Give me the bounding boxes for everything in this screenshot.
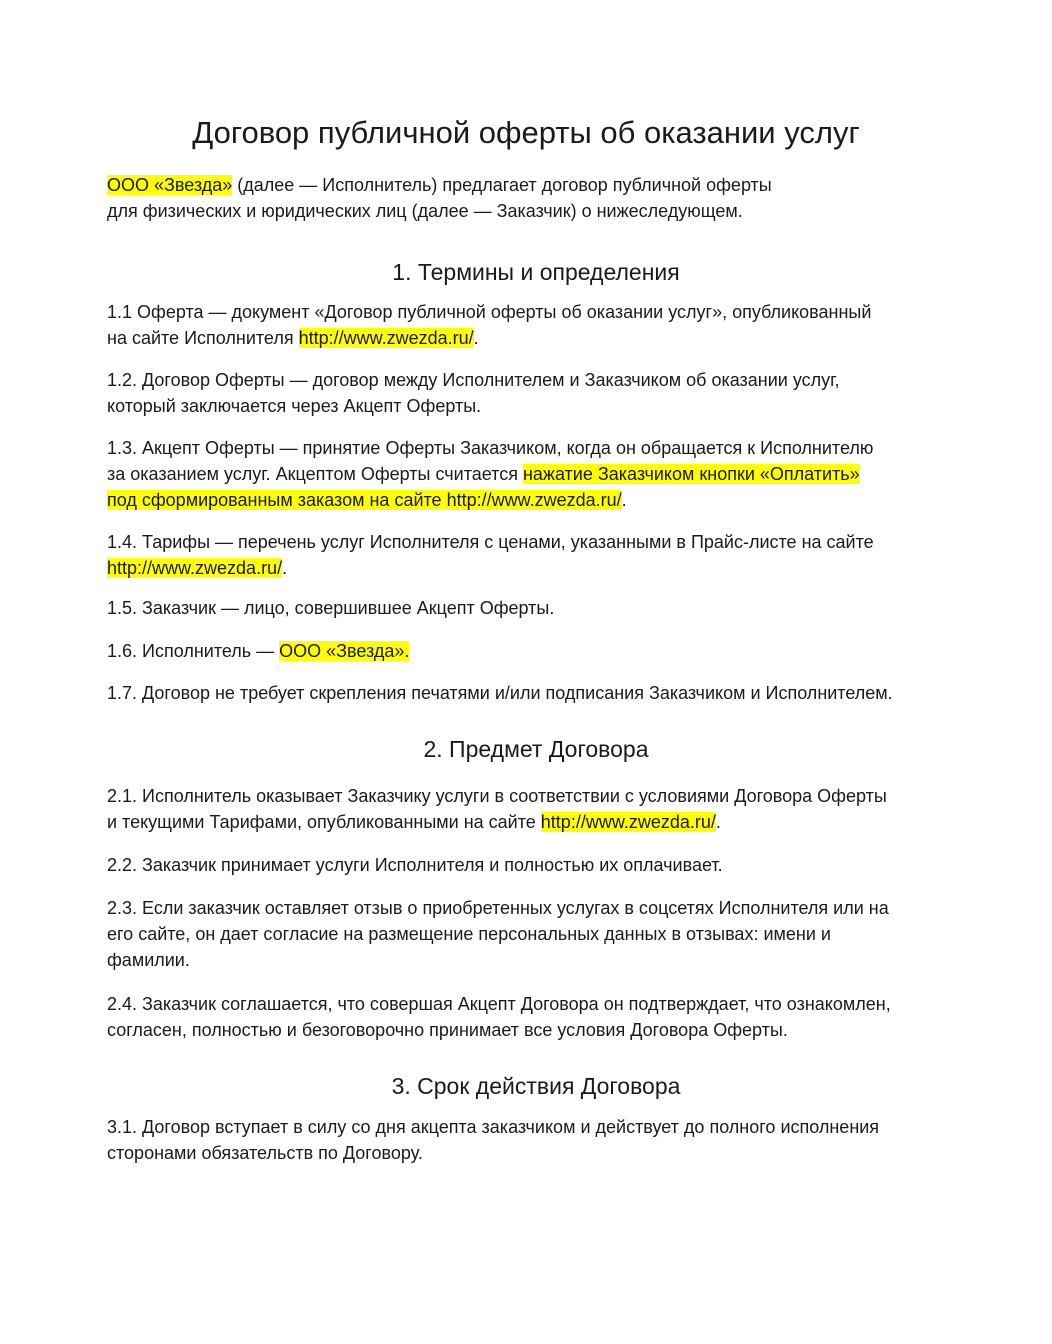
clause-1-6: [107, 638, 987, 664]
clause-2-1-end: .: [715, 812, 721, 832]
clause-1-1: [107, 299, 987, 351]
intro-line1-text: (далее — Исполнитель) предлагает договор публичной оферты: [232, 175, 772, 195]
section2-heading: 2. Предмет Договора: [423, 736, 649, 762]
clause-1-3-end: .: [621, 490, 627, 510]
clause-1-1-line2: на сайте Исполнителя: [107, 328, 299, 348]
clause-1-3-line2: за оказанием услуг. Акцептом Оферты считается: [107, 464, 523, 484]
clause-1-7: 1.7. Договор не требует скрепления печатями и/или подписания Заказчиком и Исполнителем.: [107, 683, 893, 703]
clause-2-4: [107, 991, 987, 1043]
clause-1-4-line1: 1.4. Тарифы — перечень услуг Исполнителя с ценами, указанными в Прайс-листе на сайте: [107, 532, 874, 552]
clause-1-5: 1.5. Заказчик — лицо, совершившее Акцепт Оферты.: [107, 598, 555, 618]
section3-heading: 3. Срок действия Договора: [391, 1073, 681, 1099]
clause-1-3: [107, 435, 987, 513]
clause-1-2-line2: который заключается через Акцепт Оферты.: [107, 396, 482, 416]
clause-2-2: 2.2. Заказчик принимает услуги Исполнителя и полностью их оплачивает.: [107, 855, 723, 875]
intro-line2-text: для физических и юридических лиц (далее — Заказчик) о нижеследующем.: [107, 201, 743, 221]
clause-3-1-line2: сторонами обязательств по Договору.: [107, 1143, 423, 1163]
clause-2-4-line2: согласен, полностью и безоговорочно принимает все условия Договора Оферты.: [107, 1020, 788, 1040]
site-link[interactable]: http://www.zwezda.ru/: [540, 812, 716, 832]
clause-1-3-highlight-b: под сформированным заказом на сайте http://www.zwezda.ru/: [107, 490, 622, 510]
clause-2-3-line2: его сайте, он дает согласие на размещение персональных данных в отзывах: имени и: [107, 924, 831, 944]
company-name-highlight: ООО «Звезда»: [107, 175, 233, 195]
clause-1-4-end: .: [282, 558, 288, 578]
document-title: Договор публичной оферты об оказании услуг: [192, 115, 860, 150]
clause-1-2-line1: 1.2. Договор Оферты — договор между Исполнителем и Заказчиком об оказании услуг,: [107, 370, 840, 390]
clause-3-1: [107, 1114, 987, 1166]
clause-2-4-line1: 2.4. Заказчик соглашается, что совершая Акцепт Договора он подтверждает, что ознакомлен,: [107, 994, 891, 1014]
clause-2-1-line1: 2.1. Исполнитель оказывает Заказчику услуги в соответствии с условиями Договора Оферты: [107, 786, 887, 806]
site-link[interactable]: http://www.zwezda.ru/: [298, 328, 474, 348]
clause-1-1-end: .: [473, 328, 479, 348]
clause-1-2: [107, 367, 987, 419]
clause-1-3-line1: 1.3. Акцепт Оферты — принятие Оферты Заказчиком, когда он обращается к Исполнителю: [107, 438, 874, 458]
clause-3-1-line1: 3.1. Договор вступает в силу со дня акцепта заказчиком и действует до полного исполнения: [107, 1117, 880, 1137]
section1-heading: 1. Термины и определения: [392, 259, 680, 285]
clause-1-3-highlight-a: нажатие Заказчиком кнопки «Оплатить»: [522, 464, 860, 484]
site-link[interactable]: http://www.zwezda.ru/: [107, 558, 283, 578]
clause-2-3: [107, 895, 987, 973]
clause-1-6-text: 1.6. Исполнитель —: [107, 641, 280, 661]
company-name-highlight: ООО «Звезда».: [279, 641, 410, 661]
clause-2-1: [107, 783, 987, 835]
clause-2-3-line1: 2.3. Если заказчик оставляет отзыв о приобретенных услугах в соцсетях Исполнителя или на: [107, 898, 889, 918]
clause-1-4: [107, 529, 987, 581]
clause-2-1-line2: и текущими Тарифами, опубликованными на сайте: [107, 812, 541, 832]
clause-2-3-line3: фамилии.: [107, 950, 190, 970]
clause-1-1-line1: 1.1 Оферта — документ «Договор публичной оферты об оказании услуг», опубликованный: [107, 302, 872, 322]
intro-paragraph: [107, 172, 987, 224]
